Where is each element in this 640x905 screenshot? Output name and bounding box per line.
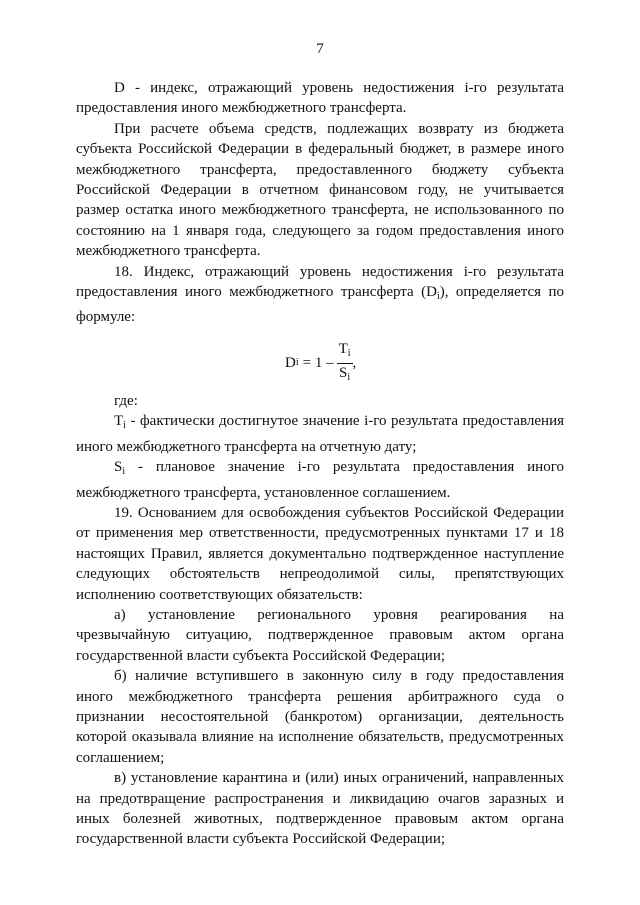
paragraph-where: где: xyxy=(114,392,138,409)
formula-denominator xyxy=(337,364,352,386)
formula-fraction xyxy=(337,341,353,386)
paragraph-t-definition xyxy=(76,411,564,457)
paragraph-18-text-b: ), определяется по формуле: xyxy=(76,284,564,326)
s-definition-text: - плановое значение i-го результата предоставления иного межбюджетного трансферта, установленное соглашением. xyxy=(76,459,564,501)
page-number: 7 xyxy=(316,41,324,57)
paragraph-18-subscript: i xyxy=(436,291,440,303)
paragraph-balance-rule: При расчете объема средств, подлежащих возврату из бюджета субъекта Российской Федерации в федеральный бюджет, в размере иного межбюджетного трансферта, предоставленного бюджету субъекта Российской Федерации в отчетном финансовом году, не учитывается размер остатка иного межбюджетного трансферта, не использованного по состоянию на 1 января года, следующего за годом предоставления иного межбюджетного трансферта. xyxy=(76,120,564,260)
formula-lhs-subscript: i xyxy=(295,357,299,369)
paragraph-18 xyxy=(76,262,564,328)
paragraph-d-index xyxy=(76,78,564,119)
d-symbol: D xyxy=(114,80,125,96)
paragraph-18-text-a: 18. Индекс, отражающий уровень недостижения i-го результата предоставления иного межбюджетного трансферта (D xyxy=(76,263,564,301)
numerator-symbol: T xyxy=(338,340,348,357)
numerator-subscript: i xyxy=(347,347,351,359)
paragraph-s-definition xyxy=(76,457,564,503)
s-subscript: i xyxy=(122,466,126,478)
list-item-v: в) установление карантина и (или) иных ограничений, направленных на предотвращение распространения и ликвидацию очагов заразных и иных болезней животных, подтвержденное правовым актом органа государственной власти субъекта Российской Федерации; xyxy=(76,770,564,848)
formula-lhs: D xyxy=(285,355,296,372)
denominator-subscript: i xyxy=(347,371,351,383)
t-symbol: T xyxy=(114,413,124,430)
formula-expression xyxy=(285,341,356,386)
s-symbol: S xyxy=(114,459,123,476)
formula-equals: = 1 – xyxy=(302,355,334,372)
t-definition-text: - фактически достигнутое значение i-го результата предоставления иного межбюджетного трансферта на отчетную дату; xyxy=(76,413,564,455)
paragraph-19: 19. Основанием для освобождения субъектов Российской Федерации от применения мер ответственности, предусмотренных пунктами 17 и 18 настоящих Правил, является документально подтвержденное наступление следующих обстоятельств непреодолимой силы, препятствующих исполнению соответствующих обязательств: xyxy=(76,504,564,603)
d-index-definition: - индекс, отражающий уровень недостижения i-го результата предоставления иного межбюджетного трансферта. xyxy=(76,80,564,117)
formula-comma: , xyxy=(352,355,357,372)
denominator-symbol: S xyxy=(339,364,348,381)
list-item-b: б) наличие вступившего в законную силу в году предоставления иного межбюджетного трансферта решения арбитражного суда о признании несостоятельной (банкротом) организации, деятельность которой оказывала влияние на исполнение обязательств, предусмотренных соглашением; xyxy=(76,668,564,766)
document-body xyxy=(76,78,564,850)
t-subscript: i xyxy=(123,420,126,432)
formula xyxy=(76,331,564,389)
formula-numerator xyxy=(337,341,353,364)
list-item-a: а) установление регионального уровня реагирования на чрезвычайную ситуацию, подтвержденное правовым актом органа государственной власти субъекта Российской Федерации; xyxy=(76,606,564,664)
